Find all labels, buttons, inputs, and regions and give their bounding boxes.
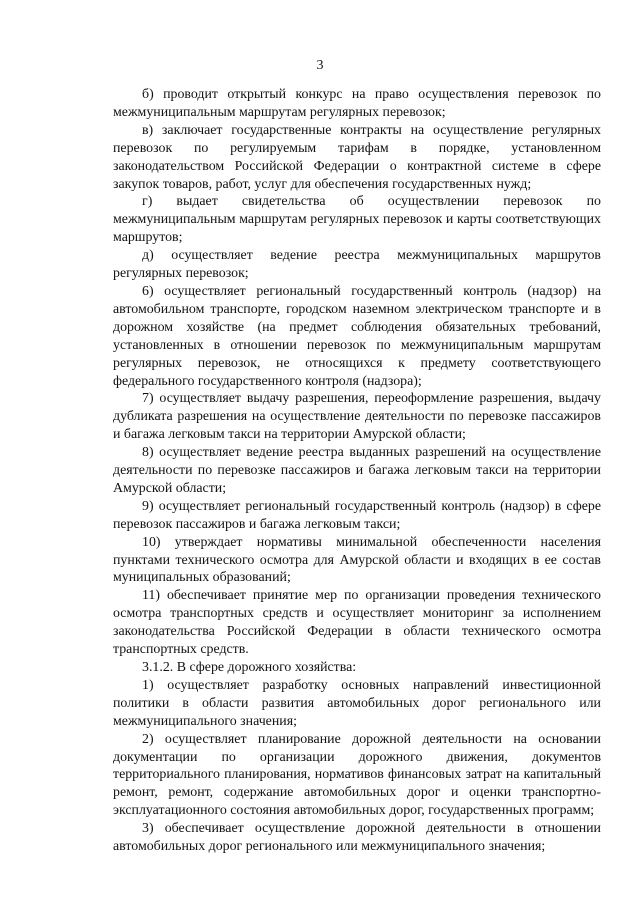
paragraph: 1) осуществляет разработку основных направлений инвестиционной политики в области развития автомобильных дорог регионального или межмуниципального значения; [113, 677, 601, 729]
paragraph: 6) осуществляет региональный государственный контроль (надзор) на автомобильном транспорте, городском наземном электрическом транспорте и в дорожном хозяйстве (на предмет соблюдения обязательных требований, установленных в отношении перевозок по межмуниципальным маршрутам регулярных перевозок, не относящихся к предмету соответствующего федерального государственного контроля (надзора); [113, 283, 601, 389]
section-heading: 3.1.2. В сфере дорожного хозяйства: [142, 660, 357, 675]
page-number: 3 [316, 58, 324, 73]
paragraph: в) заключает государственные контракты на осуществление регулярных перевозок по регулируемым тарифам в порядке, установленном законодательством Российской Федерации о контрактной системе в сфере закупок товаров, работ, услуг для обеспечения государственных нужд; [113, 122, 601, 192]
paragraph: 10) утверждает нормативы минимальной обеспеченности населения пунктами технического осмотра для Амурской области и входящих в ее состав муниципальных образований; [113, 534, 601, 586]
document-body [113, 86, 601, 856]
paragraph: б) проводит открытый конкурс на право осуществления перевозок по межмуниципальным маршрутам регулярных перевозок; [113, 87, 601, 120]
paragraph: 7) осуществляет выдачу разрешения, переоформление разрешения, выдачу дубликата разрешения на осуществление деятельности по перевозке пассажиров и багажа легковым такси на территории Амурской области; [113, 391, 601, 443]
paragraph: 2) осуществляет планирование дорожной деятельности на основании документации по организации дорожного движения, документов территориального планирования, нормативов финансовых затрат на капитальный ремонт, ремонт, содержание автомобильных дорог и оценки транспортно-эксплуатационного состояния автомобильных дорог, государственных программ; [113, 731, 601, 819]
paragraph: 3) обеспечивает осуществление дорожной деятельности в отношении автомобильных дорог регионального или межмуниципального значения; [113, 821, 601, 855]
paragraph: 8) осуществляет ведение реестра выданных разрешений на осуществление деятельности по перевозке пассажиров и багажа легковым такси на территории Амурской области; [113, 445, 601, 496]
paragraph: 9) осуществляет региональный государственный контроль (надзор) в сфере перевозок пассажиров и багажа легковым такси; [113, 498, 601, 532]
paragraph: 11) обеспечивает принятие мер по организации проведения технического осмотра транспортных средств и осуществляет мониторинг за исполнением законодательства Российской Федерации в области технического осмотра транспортных средств. [113, 588, 601, 658]
paragraph: г) выдает свидетельства об осуществлении перевозок по межмуниципальным маршрутам регулярных перевозок и карты соответствующих маршрутов; [113, 194, 601, 246]
paragraph: д) осуществляет ведение реестра межмуниципальных маршрутов регулярных перевозок; [113, 248, 601, 282]
